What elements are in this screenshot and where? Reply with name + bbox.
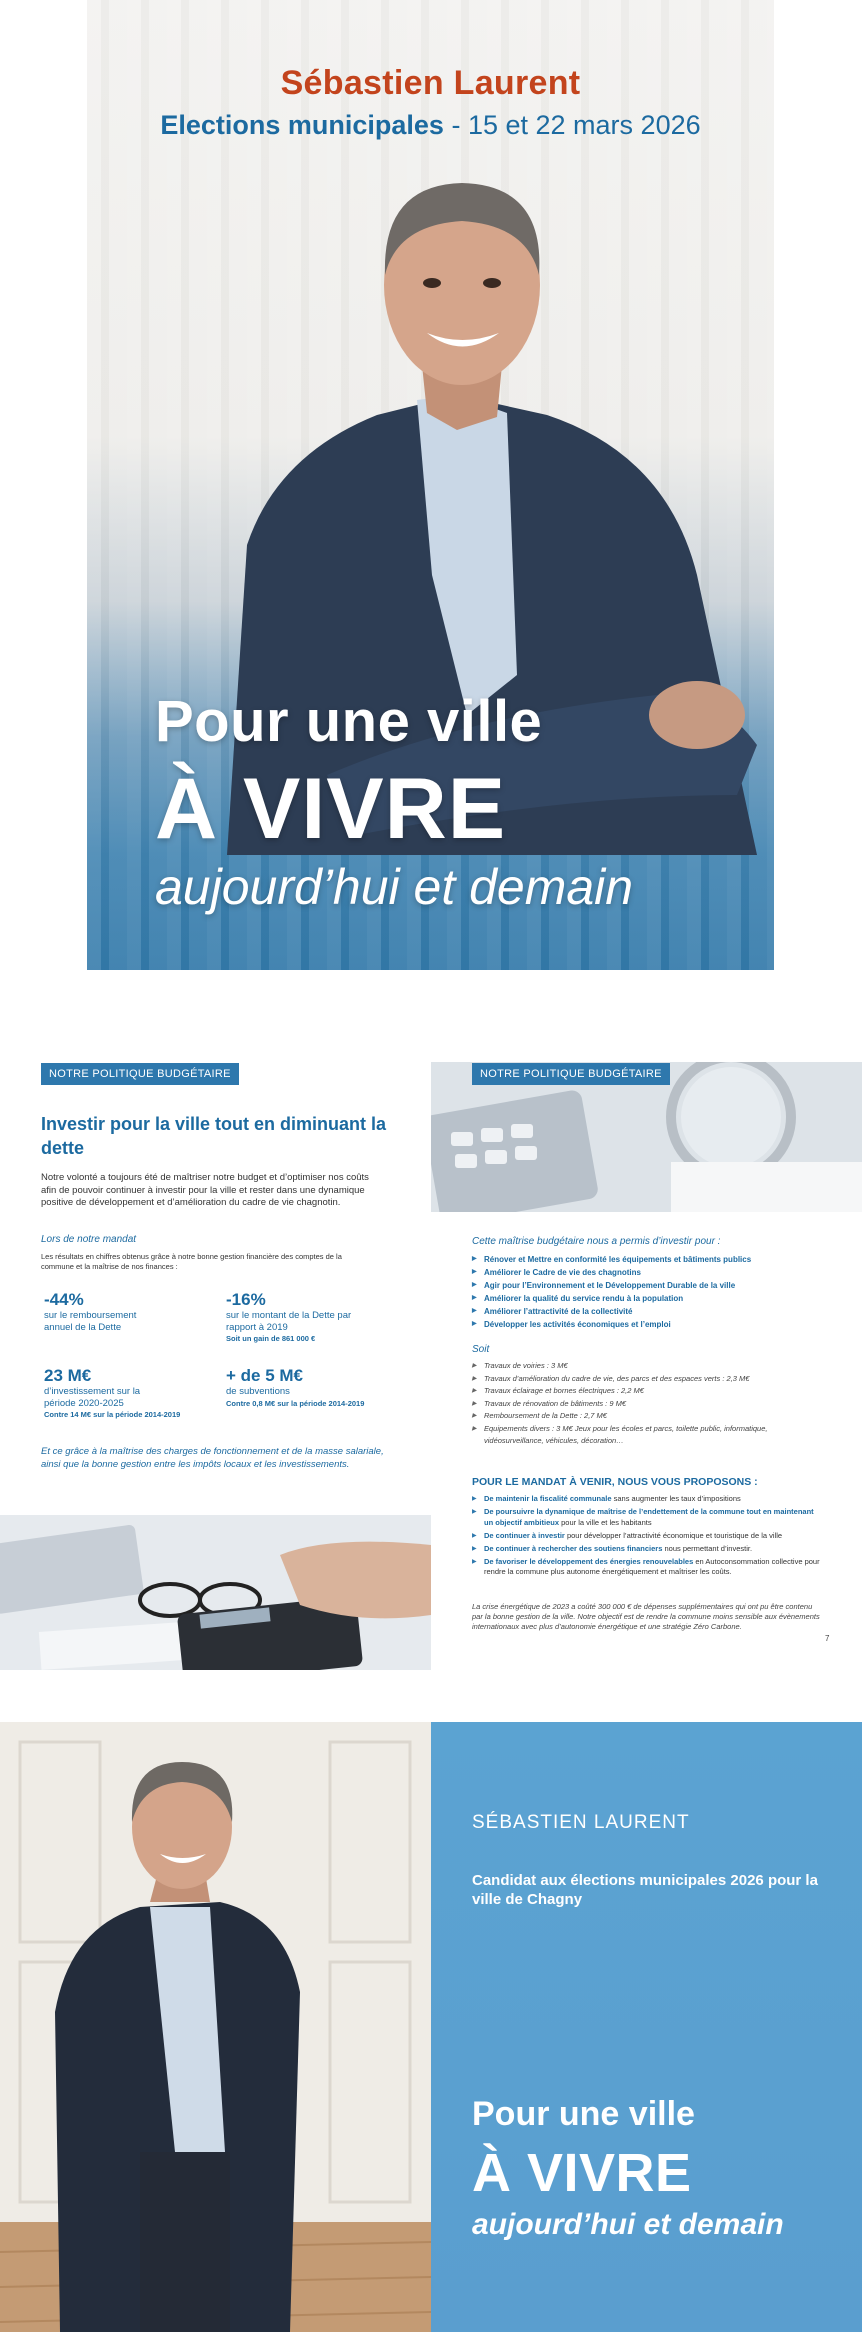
proposal-bold: De favoriser le développement des énergies renouvelables [484, 1556, 694, 1566]
stat-text: de subventions [226, 1386, 290, 1397]
list-item: ▶ Travaux d’amélioration du cadre de vie, des parcs et des espaces verts : 2,3 M€ [472, 1373, 822, 1386]
list-item [472, 1507, 822, 1528]
list-item: ▶ Améliorer le Cadre de vie des chagnotins [472, 1266, 751, 1279]
energy-crisis-note: La crise énergétique de 2023 a coûté 300 000 € de dépenses supplémentaires qui ont pu être contenu par la bonne gestion de la ville. Notre objectif est de rendre la commune moins sensible aux évènements internationaux avec plus d’autonomie énergétique et une stratégie Zéro Carbone. [472, 1602, 820, 1631]
budget-title: Investir pour la ville tout en diminuant la dette [41, 1114, 387, 1158]
election-dates: - 15 et 22 mars 2026 [451, 110, 701, 140]
list-item [472, 1557, 822, 1578]
slogan-line-2: À VIVRE [155, 761, 507, 857]
stat-text: sur le montant de la Dette par rapport à 2019 [226, 1310, 352, 1333]
stat-debt-repayment [44, 1290, 214, 1333]
list-item [472, 1544, 822, 1555]
stat-value: + de 5 M€ [226, 1366, 304, 1385]
list-item: ▶ Améliorer l’attractivité de la collectivité [472, 1305, 751, 1318]
back-candidate-name: SÉBASTIEN LAURENT [472, 1812, 690, 1833]
proposals-list [472, 1494, 822, 1580]
stat-note: Soit un gain de 861 000 € [226, 1334, 316, 1343]
proposal-text: sans augmenter les taux d’impositions [611, 1494, 741, 1503]
proposal-text: pour la ville et les habitants [559, 1517, 652, 1527]
list-item: ▶ Agir pour l’Environnement et le Développement Durable de la ville [472, 1279, 751, 1292]
page-number: 7 [825, 1634, 830, 1643]
stat-investment [44, 1366, 224, 1420]
proposal-bold: De continuer à investir [484, 1530, 565, 1540]
budget-intro: Notre volonté a toujours été de maîtriser notre budget et d’optimiser nos coûts afin de pouvoir continuer à investir pour la ville et rester dans une dynamique positive de développement et d’amélioration du cadre de vie chagnotin. [41, 1172, 369, 1208]
soit-label: Soit [472, 1344, 490, 1355]
list-item: ▶ Rénover et Mettre en conformité les équipements et bâtiments publics [472, 1253, 751, 1266]
candidate-standing-photo [0, 1722, 431, 2332]
list-item: ▶ Travaux de voiries : 3 M€ [472, 1360, 822, 1373]
invest-list [472, 1253, 751, 1331]
calculator-desk-photo [0, 1515, 431, 1670]
proposal-text: pour développer l’attractivité économique et touristique de la ville [564, 1530, 783, 1540]
list-item: ▶ Equipements divers : 3 M€ Jeux pour les écoles et parcs, toilette public, informatique, vidéosurveillance, véhicules, décoration… [472, 1423, 792, 1448]
back-slogan-line-2: À VIVRE [472, 2143, 692, 2203]
list-item: ▶ Travaux de rénovation de bâtiments : 9 M€ [472, 1398, 822, 1411]
stat-note: Contre 14 M€ sur la période 2014-2019 [44, 1410, 181, 1419]
results-text: Les résultats en chiffres obtenus grâce à notre bonne gestion financière des comptes de la commune et la maîtrise de nos finances : [41, 1252, 342, 1271]
election-label: Elections municipales [160, 110, 444, 140]
stat-note: Contre 0,8 M€ sur la période 2014-2019 [226, 1398, 365, 1408]
stat-text: sur le remboursement annuel de la Dette [44, 1310, 137, 1333]
list-item: ▶ Travaux éclairage et bornes électriques : 2,2 M€ [472, 1385, 822, 1398]
cover-page [87, 0, 774, 970]
stat-value: -44% [44, 1290, 84, 1309]
candidacy-text: Candidat aux élections municipales 2026 pour la ville de Chagny [472, 1872, 818, 1908]
list-item: ▶ Remboursement de la Dette : 2,7 M€ [472, 1410, 822, 1423]
election-subtitle [87, 110, 774, 141]
slogan-line-3: aujourd’hui et demain [155, 859, 634, 915]
mandate-title: POUR LE MANDAT À VENIR, NOUS VOUS PROPOSONS : [472, 1476, 758, 1488]
proposal-text: en Autoconsommation collective pour rendre la commune plus autonome énergétiquement et maîtriser les coûts. [484, 1556, 820, 1576]
list-item [472, 1494, 822, 1505]
list-item: ▶ Améliorer la qualité du service rendu à la population [472, 1292, 751, 1305]
invest-intro: Cette maîtrise budgétaire nous a permis d’investir pour : [472, 1236, 721, 1247]
list-item [472, 1531, 822, 1542]
back-slogan-line-3: aujourd’hui et demain [472, 2208, 784, 2241]
proposal-bold: De maintenir la fiscalité communale [484, 1494, 612, 1503]
spending-list [472, 1360, 822, 1448]
candidate-name: Sébastien Laurent [280, 64, 581, 102]
stat-subsidies [226, 1366, 416, 1409]
mandate-label: Lors de notre mandat [41, 1234, 137, 1245]
proposal-bold: De poursuivre la dynamique de maîtrise de l’endettement de la commune tout en maintenant un objectif ambitieux [484, 1507, 814, 1527]
proposal-text: nous permettant d’investir. [662, 1543, 753, 1553]
budget-conclusion: Et ce grâce à la maîtrise des charges de fonctionnement et de la masse salariale, ainsi que la bonne gestion entre les impôts locaux et les investissements. [41, 1446, 384, 1470]
stat-value: -16% [226, 1290, 266, 1309]
back-slogan-line-1: Pour une ville [472, 2095, 695, 2133]
section-tag-right: NOTRE POLITIQUE BUDGÉTAIRE [472, 1063, 670, 1085]
stat-text: d’investissement sur la période 2020-2025 [44, 1386, 141, 1409]
stat-value: 23 M€ [44, 1366, 92, 1385]
stat-debt-amount [226, 1290, 406, 1344]
proposal-bold: De continuer à rechercher des soutiens financiers [484, 1543, 663, 1553]
section-tag-left: NOTRE POLITIQUE BUDGÉTAIRE [41, 1063, 239, 1085]
slogan-line-1: Pour une ville [155, 689, 543, 754]
list-item: ▶ Développer les activités économiques et l’emploi [472, 1318, 751, 1331]
